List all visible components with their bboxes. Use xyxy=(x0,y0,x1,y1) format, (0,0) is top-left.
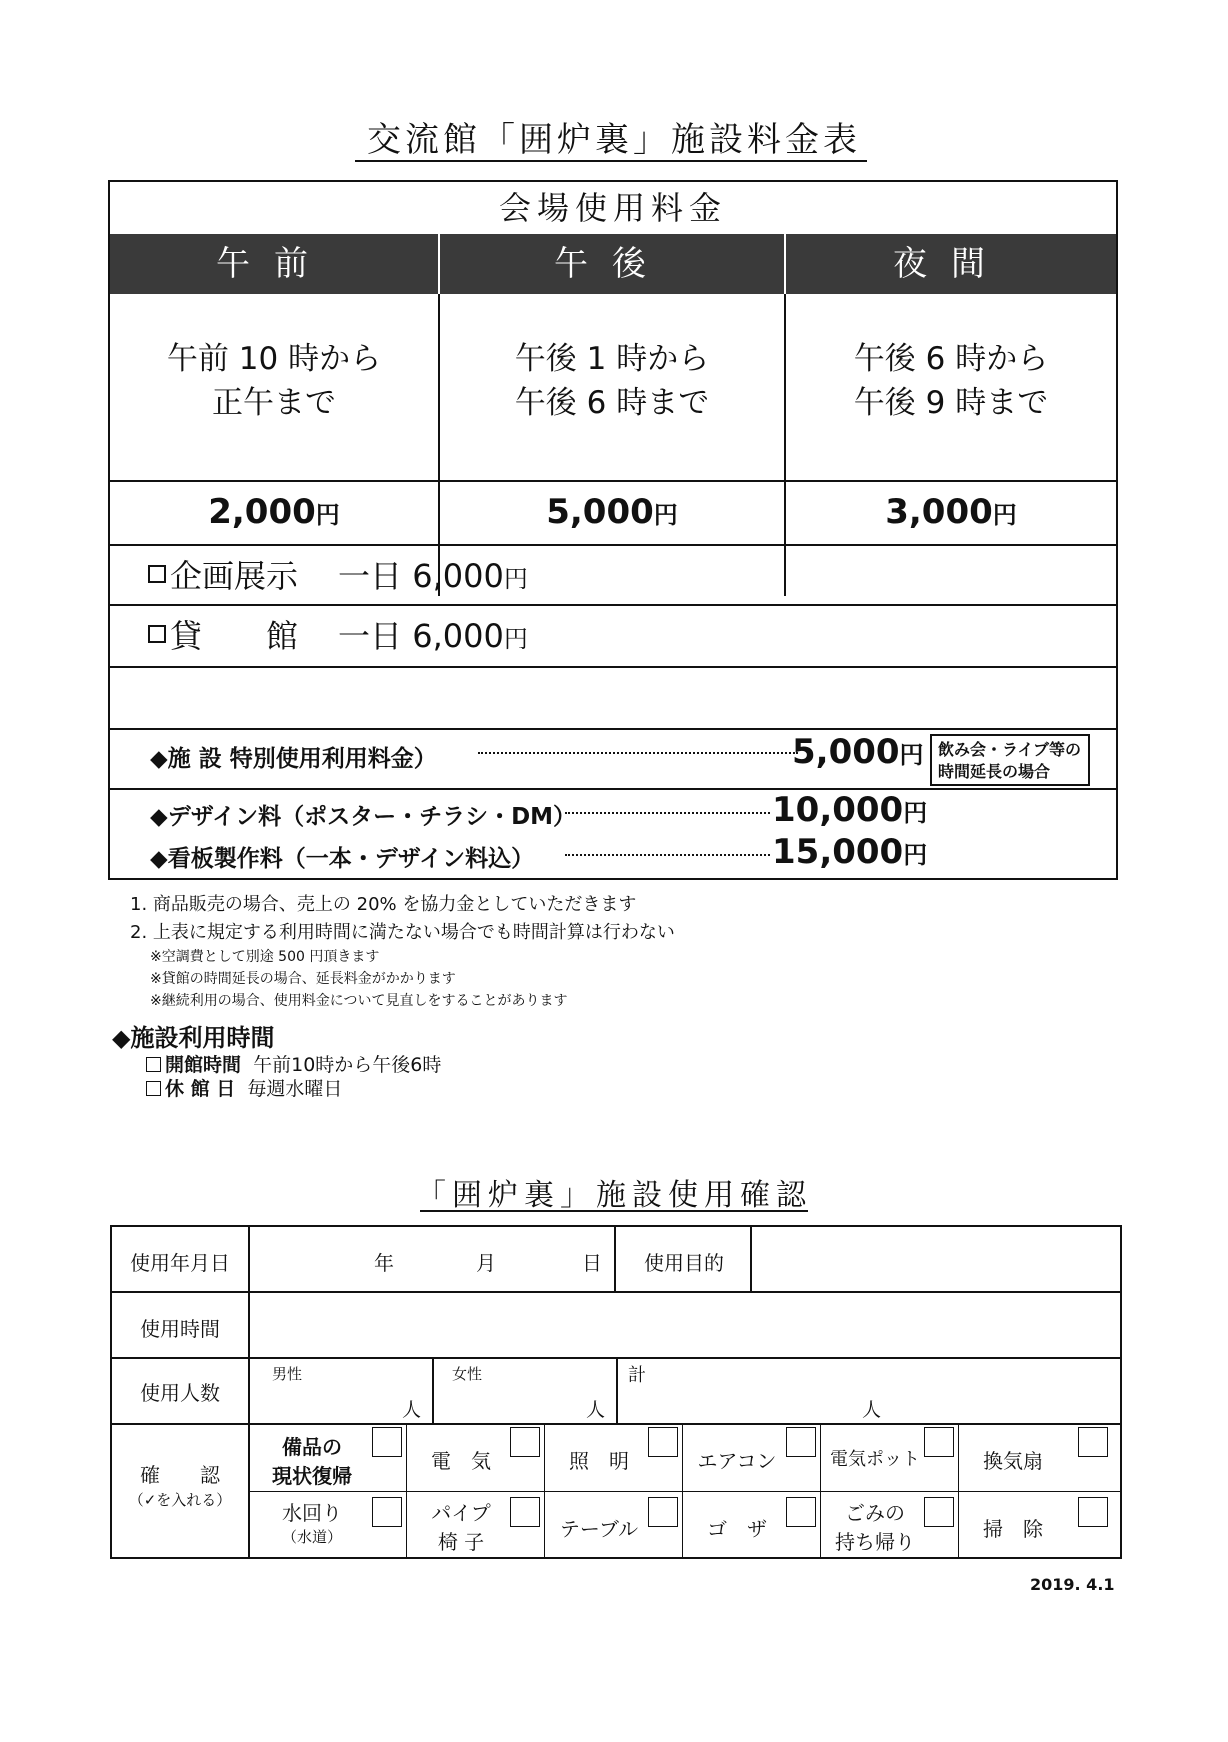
item-pot: 電気ポット xyxy=(830,1449,920,1470)
divider xyxy=(112,1291,1120,1293)
total-label: 計 xyxy=(628,1365,646,1386)
year-label: 年 xyxy=(374,1251,394,1275)
slot-time-afternoon: 午後 1 時から 午後 6 時まで xyxy=(514,341,710,421)
subnote-1: ※空調費として別途 500 円頂きます xyxy=(150,949,380,965)
special-fee-note: 飲み会・ライブ等の 時間延長の場合 xyxy=(930,734,1090,786)
slot-price-morning: 2,000円 xyxy=(208,492,340,532)
time-input[interactable] xyxy=(262,1301,1102,1347)
hours-open: 開館時間 午前10時から午後6時 xyxy=(146,1050,441,1077)
slot-time-morning: 午前 10 時から 正午まで xyxy=(166,341,382,421)
checkbox-icon xyxy=(148,565,166,583)
item-chairs: パイプ 椅 子 xyxy=(431,1501,491,1554)
title-underline xyxy=(355,160,867,162)
item-electricity: 電 気 xyxy=(431,1449,491,1473)
divider xyxy=(432,1357,434,1423)
divider xyxy=(248,1227,250,1557)
note-2: 2. 上表に規定する利用時間に満たない場合でも時間計算は行わない xyxy=(130,922,675,943)
slot-price-night: 3,000円 xyxy=(885,492,1017,532)
check-sublabel: （✓を入れる） xyxy=(128,1491,232,1509)
check-chairs[interactable] xyxy=(510,1497,540,1527)
item-trash: ごみの 持ち帰り xyxy=(835,1501,915,1554)
people-label: 使用人数 xyxy=(140,1381,220,1405)
divider xyxy=(616,1357,618,1423)
venue-fee-header: 会場使用料金 xyxy=(498,189,727,227)
male-unit: 人 xyxy=(402,1399,422,1421)
item-restore: 備品の 現状復帰 xyxy=(272,1435,352,1488)
checkbox-icon xyxy=(146,1081,161,1096)
purpose-label: 使用目的 xyxy=(644,1251,724,1275)
item-tables: テーブル xyxy=(559,1517,639,1541)
total-unit: 人 xyxy=(862,1399,882,1421)
special-fee-price: 5,000円 xyxy=(792,732,924,772)
female-unit: 人 xyxy=(586,1399,606,1421)
item-cleaning: 掃 除 xyxy=(983,1517,1043,1541)
fee-table xyxy=(108,180,1118,880)
hours-closed: 休 館 日 毎週水曜日 xyxy=(146,1074,342,1101)
divider xyxy=(958,1423,959,1557)
page-title: 交流館「囲炉裏」施設料金表 xyxy=(367,120,861,160)
day-label: 日 xyxy=(582,1251,602,1275)
check-cleaning[interactable] xyxy=(1078,1497,1108,1527)
divider xyxy=(110,788,1116,790)
check-tables[interactable] xyxy=(648,1497,678,1527)
slot-head-night: 夜間 xyxy=(893,244,1009,284)
note-1: 1. 商品販売の場合、売上の 20% を協力金としていただきます xyxy=(130,894,637,915)
subnote-2: ※貸館の時間延長の場合、延長料金がかかります xyxy=(150,971,456,987)
item-mats: ゴ ザ xyxy=(707,1517,767,1541)
title-underline xyxy=(420,1210,808,1212)
hours-title: ◆施設利用時間 xyxy=(112,1024,275,1052)
divider xyxy=(682,1423,683,1557)
slot-head-morning: 午前 xyxy=(216,244,332,284)
check-trash[interactable] xyxy=(924,1497,954,1527)
date-label: 使用年月日 xyxy=(130,1251,230,1275)
slot-price-afternoon: 5,000円 xyxy=(546,492,678,532)
sign-fee-label: ◆看板製作料（一本・デザイン料込） xyxy=(150,846,535,872)
slot-time-night: 午後 6 時から 午後 9 時まで xyxy=(853,341,1049,421)
check-electricity[interactable] xyxy=(510,1427,540,1457)
divider xyxy=(750,1227,752,1291)
design-fee-price: 10,000円 xyxy=(772,790,928,830)
leader-dots xyxy=(565,812,770,814)
divider xyxy=(110,666,1116,668)
purpose-input[interactable] xyxy=(762,1239,1102,1279)
time-label: 使用時間 xyxy=(140,1317,220,1341)
item-lighting: 照 明 xyxy=(569,1449,629,1473)
check-fan[interactable] xyxy=(1078,1427,1108,1457)
divider xyxy=(406,1423,407,1557)
divider xyxy=(544,1423,545,1557)
design-fee-label: ◆デザイン料（ポスター・チラシ・DM） xyxy=(150,804,577,830)
check-lighting[interactable] xyxy=(648,1427,678,1457)
item-aircon: エアコン xyxy=(697,1449,777,1473)
option-exhibition: 企画展示 一日 6,000円 xyxy=(148,546,528,606)
item-fan: 換気扇 xyxy=(983,1449,1043,1473)
leader-dots xyxy=(478,752,798,754)
checkbox-icon xyxy=(146,1057,161,1072)
sign-fee-price: 15,000円 xyxy=(772,832,928,872)
check-water[interactable] xyxy=(372,1497,402,1527)
checkbox-icon xyxy=(148,625,166,643)
confirm-title: 「囲炉裏」施設使用確認 xyxy=(416,1178,812,1213)
divider xyxy=(110,728,1116,730)
date-stamp: 2019. 4.1 xyxy=(1030,1575,1115,1594)
subnote-3: ※継続利用の場合、使用料金について見直しをすることがあります xyxy=(150,993,568,1009)
check-aircon[interactable] xyxy=(786,1427,816,1457)
check-mats[interactable] xyxy=(786,1497,816,1527)
special-fee-label: ◆施 設 特別使用利用料金） xyxy=(150,746,437,772)
male-label: 男性 xyxy=(272,1365,303,1383)
option-rental: 貸 館 一日 6,000円 xyxy=(148,606,528,666)
divider xyxy=(784,234,786,294)
divider xyxy=(820,1423,821,1557)
leader-dots xyxy=(565,854,770,856)
divider xyxy=(112,1423,1120,1425)
check-restore[interactable] xyxy=(372,1427,402,1457)
item-water: 水回り （水道） xyxy=(281,1501,342,1546)
female-label: 女性 xyxy=(452,1365,483,1383)
divider xyxy=(250,1491,1120,1492)
check-label: 確 認 xyxy=(140,1463,220,1487)
confirm-table xyxy=(110,1225,1122,1559)
check-pot[interactable] xyxy=(924,1427,954,1457)
month-label: 月 xyxy=(476,1251,496,1275)
slot-head-afternoon: 午後 xyxy=(554,244,670,284)
